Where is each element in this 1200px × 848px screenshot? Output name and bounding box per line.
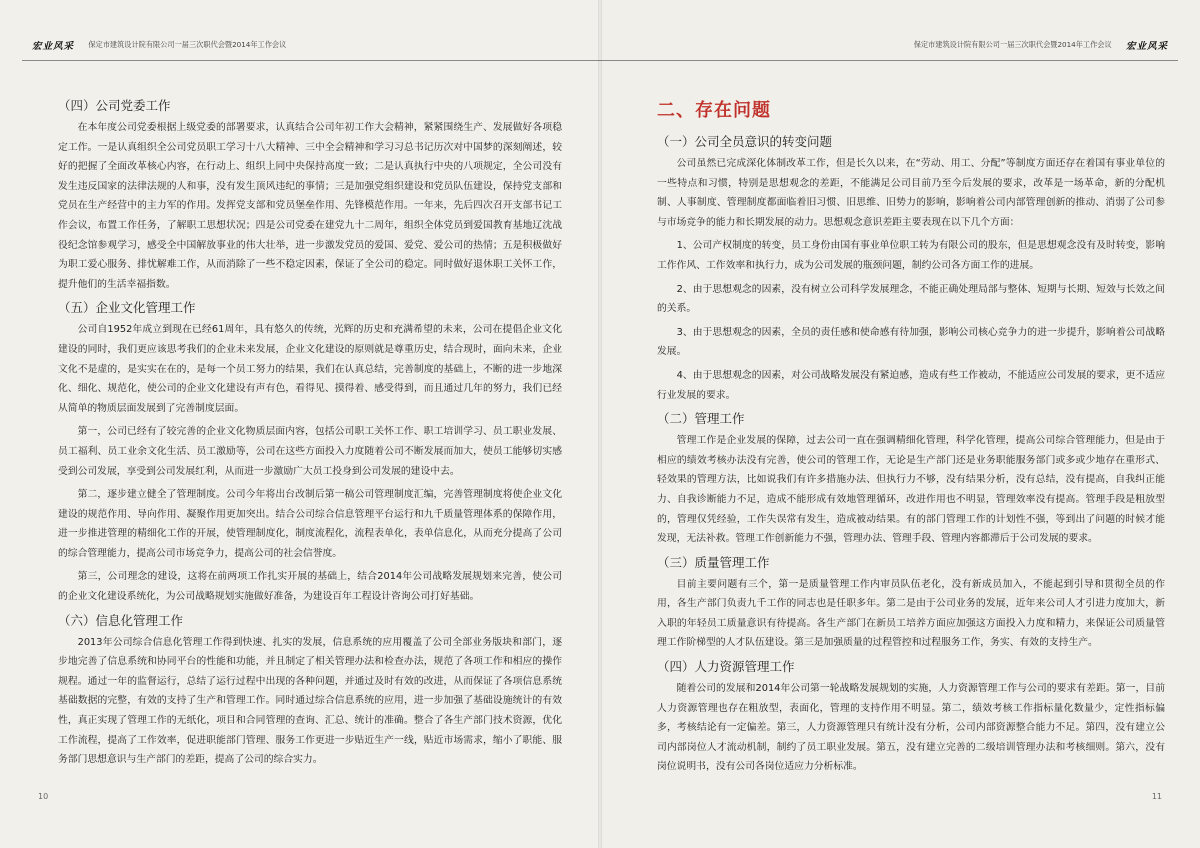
header-title: 保定市建筑设计院有限公司一届三次职代会暨2014年工作会议 [913,40,1112,49]
book-spine [598,0,602,848]
chapter-title: 二、存在问题 [657,100,771,121]
paragraph: 公司虽然已完成深化体制改革工作，但是长久以来，在“劳动、用工、分配”等制度方面还存在着国有事业单位的一些特点和习惯，特别是思想观念的差距，不能满足公司目前乃至今后发展的要求，改革是一场革命，新的分配机制、人事制度、管理制度都面临着旧习惯、旧思维、旧势力的影响，影响着公司内部管理创新的推动、消弱了公司参与市场竞争的能力和长期发展的动力。思想观念意识差距主要表现在以下几个方面： [657,158,1165,228]
section-heading: （三）质量管理工作 [657,554,770,570]
section-heading: （四）公司党委工作 [58,98,171,113]
paragraph: 第三，公司理念的建设，这将在前两项工作扎实开展的基础上，结合2014年公司战略发展规划来完善，使公司的企业文化建设系统化，为公司战略规划实施做好准备，为建设百年工程设计咨询公司打好基础。 [58,571,562,603]
left-content [58,96,562,774]
paragraph: 在本年度公司党委根据上级党委的部署要求，认真结合公司年初工作大会精神，紧紧围绕生产、发展做好各项稳定工作。一是认真组织全公司党员职工学习十八大精神、三中全会精神和学习习总书记历次对中国梦的深刻阐述，较好的把握了全面改革核心内容，在行动上、组织上同中央保持高度一致；二是认真执行中央的八项规定，全公司没有发生违反国家的法律法规的人和事，没有发生顶风违纪的事情；三是加强党组织建设和党员队伍建设，保持党支部和党员在生产经营中的主力军的作用。发挥党支部和党员堡垒作用、先锋模范作用。一年来，先后四次召开支部书记工作会议，布置工作任务，了解职工思想状况；四是公司党委在建党九十二周年，组织全体党员到爱国教育基地辽沈战役纪念馆参观学习，感受全中国解放事业的伟大壮举，进一步激发党员的爱国、爱党、爱公司的热情；五是积极做好为职工爱心服务、排忧解难工作，从而消除了一些不稳定因素，保证了全公司的稳定。同时做好退休职工关怀工作，提升他们的生活幸福指数。 [58,122,562,290]
paragraph: 目前主要问题有三个，第一是质量管理工作内审员队伍老化，没有新成员加入，不能起到引导和贯彻全员的作用，各生产部门负责九千工作的同志也是任职多年。第二是由于公司业务的发展，近年来公司人才引进力度加大，新入职的年轻员工质量意识有待提高。各生产部门在新员工培养方面应加强这方面投入力度和精力，来保证公司质量管理工作阶梯型的人才队伍建设。第三是加强质量的过程管控和过程服务工作，务实、有效的支持生产。 [657,578,1165,649]
section-heading: （二）管理工作 [657,411,745,427]
right-content [657,96,1165,781]
section-heading: （一）公司全员意识的转变问题 [657,134,833,149]
paragraph: 1、公司产权制度的转变，员工身份由国有事业单位职工转为有限公司的股东，但是思想观念没有及时转变，影响工作作风、工作效率和执行力，成为公司发展的瓶颈问题，制约公司各方面工作的进展。 [657,240,1165,271]
page-number: 11 [1151,792,1162,801]
page-header [32,38,600,62]
header-divider [600,60,1178,61]
paragraph: 4、由于思想观念的因素，对公司战略发展没有紧迫感，造成有些工作被动，不能适应公司发展的要求，更不适应行业发展的要求。 [657,369,1165,401]
page-header [600,38,1168,62]
company-logo: 宏业风采 [32,41,75,52]
paragraph: 3、由于思想观念的因素，全员的责任感和使命感有待加强，影响公司核心竞争力的进一步提升，影响着公司战略发展。 [657,326,1165,358]
section-heading: （五）企业文化管理工作 [58,300,196,316]
paragraph: 公司自1952年成立到现在已经61周年，具有悠久的传统，光辉的历史和充满希望的未来，公司在提倡企业文化建设的同时，我们更应该思考我们的企业未来发展，企业文化建设的原则就是尊重历史，结合现时，面向未来，企业文化不是虚的，是实实在在的，是每一个员工努力的结果，我们在认真总结，完善制度的基础上，不断的进一步地深化、细化、规范化，使公司的企业文化建设有声有色，看得见、摸得着、感受得到，而且通过几年的努力，我们已经从简单的物质层面发展到了完善制度层面。 [58,324,562,414]
section-heading: （四）人力资源管理工作 [657,659,795,675]
paragraph: 2、由于思想观念的因素，没有树立公司科学发展理念，不能正确处理局部与整体、短期与长期、短效与长效之间的关系。 [657,283,1165,315]
page-number: 10 [38,792,49,801]
paragraph: 管理工作是企业发展的保障，过去公司一直在强调精细化管理，科学化管理，提高公司综合管理能力，但是由于相应的绩效考核办法没有完善，使公司的管理工作，无论是生产部门还是业务职能服务部门或多或少地存在重形式、轻效果的管理方法，比如说我们有许多措施办法、但执行力不够，没有结果分析，没有总结，没有提高，自我纠正能力、自我诊断能力不足，造成不能形成有效地管理循环，改进作用也不明显，管理效率没有提高。管理手段是粗放型的，管理仅凭经验，工作失误常有发生，造成被动结果。有的部门管理工作的计划性不强，等到出了问题的时候才能发现，无法补救。管理工作创新能力不强，管理办法、管理手段、管理内容都滞后于公司发展的要求。 [657,435,1165,545]
paragraph: 2013年公司综合信息化管理工作得到快速、扎实的发展，信息系统的应用覆盖了公司全部业务版块和部门，逐步地完善了信息系统和协同平台的性能和功能，并且制定了相关管理办法和检查办法，规范了各项工作和相应的操作规程。通过一年的监督运行，总结了运行过程中出现的各种问题，并通过及时有效的改进，从而保证了各项信息系统基础数据的完整，有效的支持了生产和管理工作。同时通过综合信息系统的应用，进一步加强了基础设施统计的有效性，真正实现了管理工作的无纸化，项目和合同管理的查询、汇总、统计的准确。整合了各生产部门技术资源，优化工作流程，提高了工作效率，促进职能部门管理、服务工作更进一步贴近生产一线，贴近市场需求，缩小了职能、服务部门思想意识与生产部门的差距，提高了公司的综合实力。 [58,636,562,766]
company-logo: 宏业风采 [1125,41,1168,52]
paragraph: 第二，逐步建立健全了管理制度。公司今年将出台改制后第一稿公司管理制度汇编，完善管理制度将使企业文化建设的规范作用、导向作用、凝聚作用更加突出。结合公司综合信息管理平台运行和九千质量管理体系的保障作用，进一步推进管理的精细化工作的开展，使管理制度化，制度流程化，流程表单化，表单信息化，从而充分提高了公司的综合管理能力，提高公司市场竞争力，提高公司的社会信誉度。 [58,489,562,559]
header-title: 保定市建筑设计院有限公司一届三次职代会暨2014年工作会议 [88,40,287,49]
section-heading: （六）信息化管理工作 [58,612,184,628]
paragraph: 随着公司的发展和2014年公司第一轮战略发展规划的实施，人力资源管理工作与公司的要求有差距。第一，目前人力资源管理也存在粗放型，表面化，管理的支持作用不明显。第二，绩效考核工作指标量化数量少，定性指标偏多，考核结论有一定偏差。第三，人力资源管理只有统计没有分析，公司内部资源整合能力不足。第四，没有建立公司内部岗位人才流动机制，制约了员工职业发展。第五，没有建立完善的二级培训管理办法和考核细则。第六，没有岗位说明书，没有公司各岗位适应力分析标准。 [657,683,1165,773]
right-page [600,0,1200,848]
header-divider [22,60,600,61]
paragraph: 第一，公司已经有了较完善的企业文化物质层面内容，包括公司职工关怀工作、职工培训学习、员工职业发展、员工福利、员工业余文化生活、员工激励等，公司在这些方面投入力度随着公司不断发展而加大，使员工能够切实感受到公司发展，享受到公司发展红利，从而进一步激励广大员工投身到公司发展的建设中去。 [58,426,562,477]
